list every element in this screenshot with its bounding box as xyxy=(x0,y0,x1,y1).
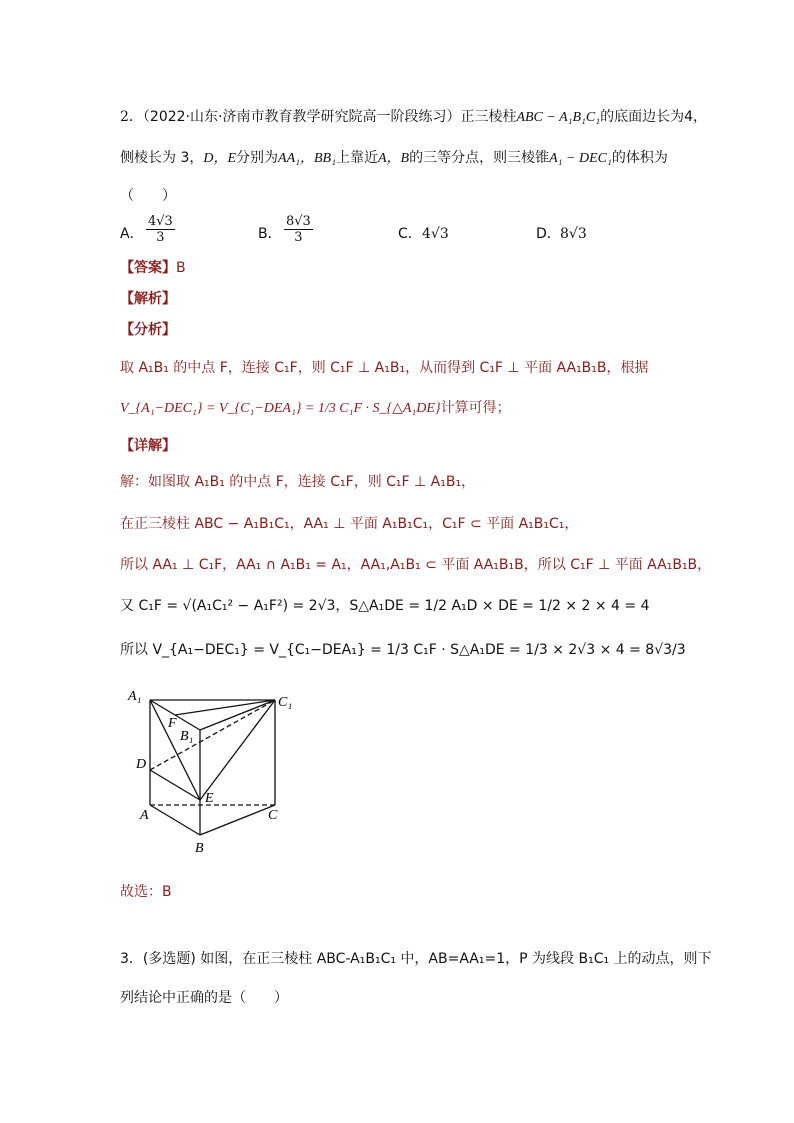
label-d: D xyxy=(136,757,147,772)
label-c1: C₁ xyxy=(278,695,293,710)
detail-line-2: 在正三棱柱 ABC − A₁B₁C₁，AA₁ ⊥ 平面 A₁B₁C₁，C₁F ⊂ 平面 A₁B₁C₁， xyxy=(120,516,579,532)
option-b-value: $\frac{8√3}{3}$ xyxy=(286,214,311,245)
option-a-value: $\frac{4√3}{3}$ xyxy=(148,214,173,245)
label-e: E xyxy=(205,791,214,806)
q2-text-sandeng: 的三等分点，则三棱锥 xyxy=(409,150,550,166)
edge-fc1 xyxy=(175,700,275,715)
option-d-label: D． xyxy=(536,226,561,242)
q3-line-1: 3．(多选题) 如图，在正三棱柱 ABC-A₁B₁C₁ 中，AB=AA₁=1，P 为线段 B₁C₁ 上的动点，则下 xyxy=(120,951,712,967)
q2-stem-2: 的底面边长为4， xyxy=(600,109,708,125)
answer-tag: 【答案】 xyxy=(120,260,176,276)
q2-line-2 xyxy=(120,148,668,169)
q2-text-tiji: 的体积为 xyxy=(611,150,668,166)
q2-pyramid: A₁ − DEC₁ xyxy=(549,151,612,166)
prism-figure xyxy=(120,680,300,860)
label-f: F xyxy=(168,716,177,731)
detail-tag: 【详解】 xyxy=(120,438,176,454)
detail-line-1: 解：如图取 A₁B₁ 的中点 F，连接 C₁F，则 C₁F ⊥ A₁B₁， xyxy=(120,474,476,490)
option-d-value: 8√3 xyxy=(560,226,587,242)
label-b1: B₁ xyxy=(180,729,194,744)
q2-stem-1: 正三棱柱 xyxy=(460,109,517,125)
fenxi-tag: 【分析】 xyxy=(120,322,176,338)
option-c-label: C． xyxy=(398,226,422,242)
analysis-tag: 【解析】 xyxy=(120,291,176,307)
option-b-label: B． xyxy=(258,226,282,242)
q2-points-de: D，E xyxy=(203,151,237,166)
q2-source: （2022·山东·济南市教育教学研究院高一阶段练习） xyxy=(142,109,461,125)
q3-line-2: 列结论中正确的是（ ） xyxy=(120,990,288,1006)
q2-text-kaojin: 上靠近 xyxy=(335,150,378,166)
detail-line-3: 所以 AA₁ ⊥ C₁F，AA₁ ∩ A₁B₁ = A₁，AA₁,A₁B₁ ⊂ 平面 AA₁B₁B，所以 C₁F ⊥ 平面 AA₁B₁B， xyxy=(120,557,712,573)
answer-value: B xyxy=(176,260,186,276)
q2-paren: （ ） xyxy=(120,188,176,204)
fenxi-tail: 计算可得； xyxy=(440,400,511,416)
fenxi-line-2 xyxy=(120,398,511,419)
label-c: C xyxy=(268,808,278,823)
conclusion: 故选：B xyxy=(120,884,172,900)
edge-bc xyxy=(200,805,275,835)
q2-edges: AA₁，BB₁ xyxy=(278,151,336,166)
label-a: A xyxy=(140,808,149,823)
label-a1: A₁ xyxy=(128,689,142,704)
label-b: B xyxy=(195,841,204,856)
detail-line-5: 所以 V_{A₁−DEC₁} = V_{C₁−DEA₁} = 1/3 C₁F · S△A₁DE = 1/3 × 2√3 × 4 = 8√3/3 xyxy=(120,642,686,658)
q2-points-ab: A，B xyxy=(377,151,410,166)
fenxi-formula: V_{A₁−DEC₁} = V_{C₁−DEA₁} = 1/3 C₁F · S_{△A₁DE} xyxy=(120,401,441,416)
answer-line xyxy=(120,258,186,278)
q2-options xyxy=(120,214,680,252)
detail-line-4: 又 C₁F = √(A₁C₁² − A₁F²) = 2√3，S△A₁DE = 1/2 A₁D × DE = 1/2 × 2 × 4 = 4 xyxy=(120,598,650,614)
q2-prism: ABC − A₁B₁C₁ xyxy=(516,110,601,125)
q2-lateral: 侧棱长为 3， xyxy=(120,150,204,166)
q2-text-fenbie: 分别为 xyxy=(236,150,279,166)
fenxi-line-1: 取 A₁B₁ 的中点 F，连接 C₁F，则 C₁F ⊥ A₁B₁，从而得到 C₁F ⊥ 平面 AA₁B₁B，根据 xyxy=(120,360,649,376)
edge-ab xyxy=(150,805,200,835)
q2-line-1 xyxy=(120,107,707,128)
option-a-label: A． xyxy=(120,226,144,242)
q2-number: 2． xyxy=(120,109,143,125)
option-c-value: 4√3 xyxy=(422,226,449,242)
